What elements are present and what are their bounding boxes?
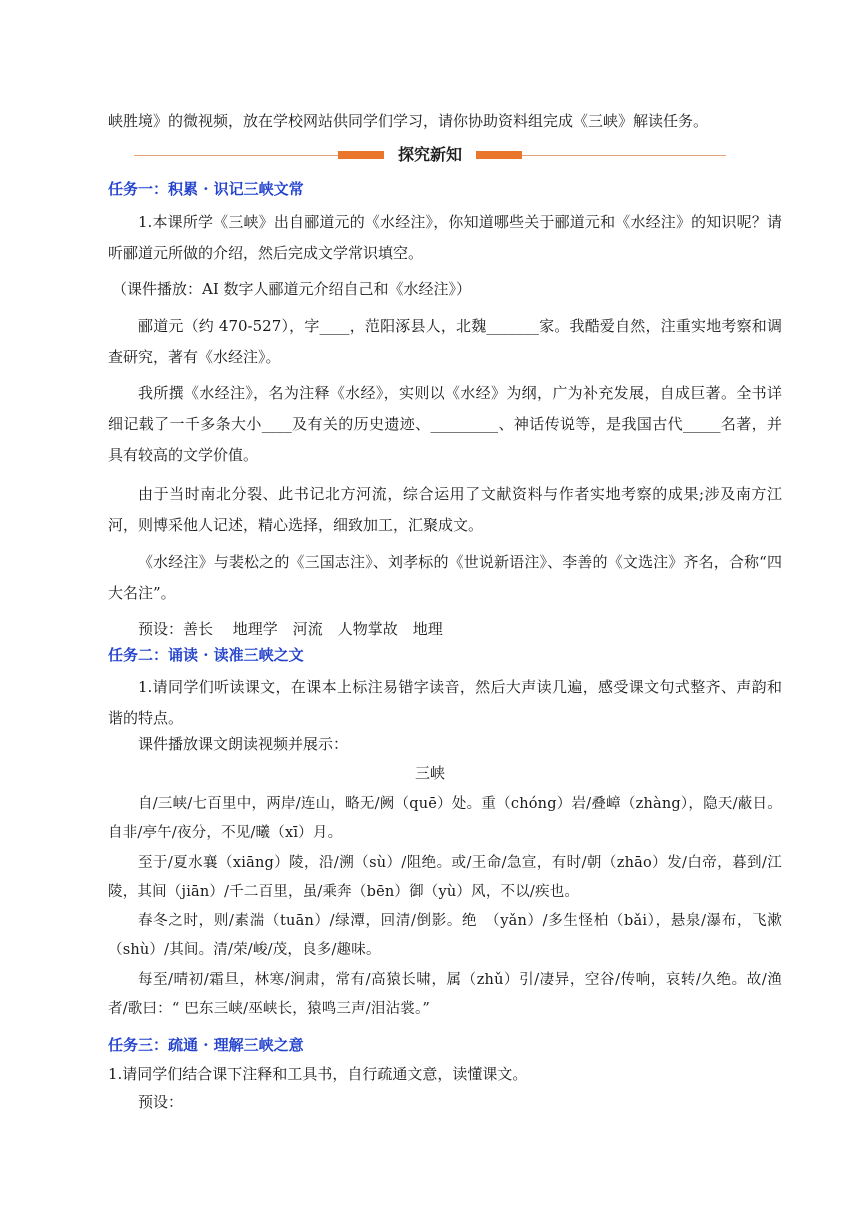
section-banner-title: 探究新知 xyxy=(384,144,476,166)
task1-paragraph-1: 郦道元（约 470-527），字____，范阳涿县人，北魏_______家。我酷爱自然，注重实地考察和调查研究，著有《水经注》。 xyxy=(108,317,782,366)
classical-text-paragraph-1: 自/三峡/七百里中，两岸/连山，略无/阙（quē）处。重（chóng）岩/叠嶂（zhàng），隐天/蔽日。自非/亭午/夜分，不见/曦（xī）月。 xyxy=(108,796,782,841)
intro-line: 峡胜境》的微视频，放在学校网站供同学们学习，请你协助资料组完成《三峡》解读任务。 xyxy=(108,112,709,130)
task1-paragraph-2: 我所撰《水经注》，名为注释《水经》，实则以《水经》为纲，广为补充发展，自成巨著。全书详细记载了一千多条大小____及有关的历史遗迹、_________、神话传说等，是我国古代_____名著，并具有较高的文学价值。 xyxy=(108,384,782,464)
banner-left-line xyxy=(134,155,344,156)
task1-question: 1.本课所学《三峡》出自郦道元的《水经注》，你知道哪些关于郦道元和《水经注》的知识呢？请听郦道元所做的介绍，然后完成文学常识填空。 xyxy=(108,213,782,262)
classical-text-paragraph-3: 春冬之时，则/素湍（tuān）/绿潭，回清/倒影。绝 （yǎn）/多生怪柏（bǎi），悬泉/瀑布，飞漱（shù）/其间。清/荣/峻/茂，良多/趣味。 xyxy=(108,913,782,958)
task3-question: 1.请同学们结合课下注释和工具书，自行疏通文意，读懂课文。 xyxy=(108,1065,528,1083)
banner-right-line xyxy=(516,155,726,156)
task2-question: 1.请同学们听读课文，在课本上标注易错字读音，然后大声读几遍，感受课文句式整齐、声韵和谐的特点。 xyxy=(108,678,782,727)
task1-preset: 预设：善长 地理学 河流 人物掌故 地理 xyxy=(138,620,443,638)
task2-show-note: 课件播放课文朗读视频并展示： xyxy=(138,735,349,753)
task3-preset: 预设： xyxy=(138,1093,184,1111)
task3-title: 任务三：疏通 · 理解三峡之意 xyxy=(108,1036,304,1054)
task2-title: 任务二：诵读 · 读准三峡之文 xyxy=(108,646,304,664)
task1-paragraph-3: 由于当时南北分裂、此书记北方河流，综合运用了文献资料与作者实地考察的成果;涉及南方江河，则博采他人记述，精心选择，细致加工，汇聚成文。 xyxy=(108,485,782,534)
task1-paragraph-4: 《水经注》与裴松之的《三国志注》、刘孝标的《世说新语注》、李善的《文选注》齐名，合称“四大名注”。 xyxy=(108,553,782,602)
classical-text-paragraph-2: 至于/夏水襄（xiāng）陵，沿/溯（sù）/阻绝。或/王命/急宣，有时/朝（zhāo）发/白帝，暮到/江陵，其间（jiān）/千二百里，虽/乘奔（bēn）御（yù）风，不以/疾也。 xyxy=(108,855,782,900)
task1-playback-note: （课件播放：AI 数字人郦道元介绍自己和《水经注》） xyxy=(112,280,472,298)
classical-text-title: 三峡 xyxy=(414,764,445,782)
classical-text-paragraph-4: 每至/晴初/霜旦，林寒/涧肃，常有/高猿长啸，属（zhǔ）引/凄异，空谷/传响，哀转/久绝。故/渔者/歌曰：“ 巴东三峡/巫峡长，猿鸣三声/泪沾裳。” xyxy=(108,972,782,1017)
task1-title: 任务一：积累 · 识记三峡文常 xyxy=(108,180,304,198)
